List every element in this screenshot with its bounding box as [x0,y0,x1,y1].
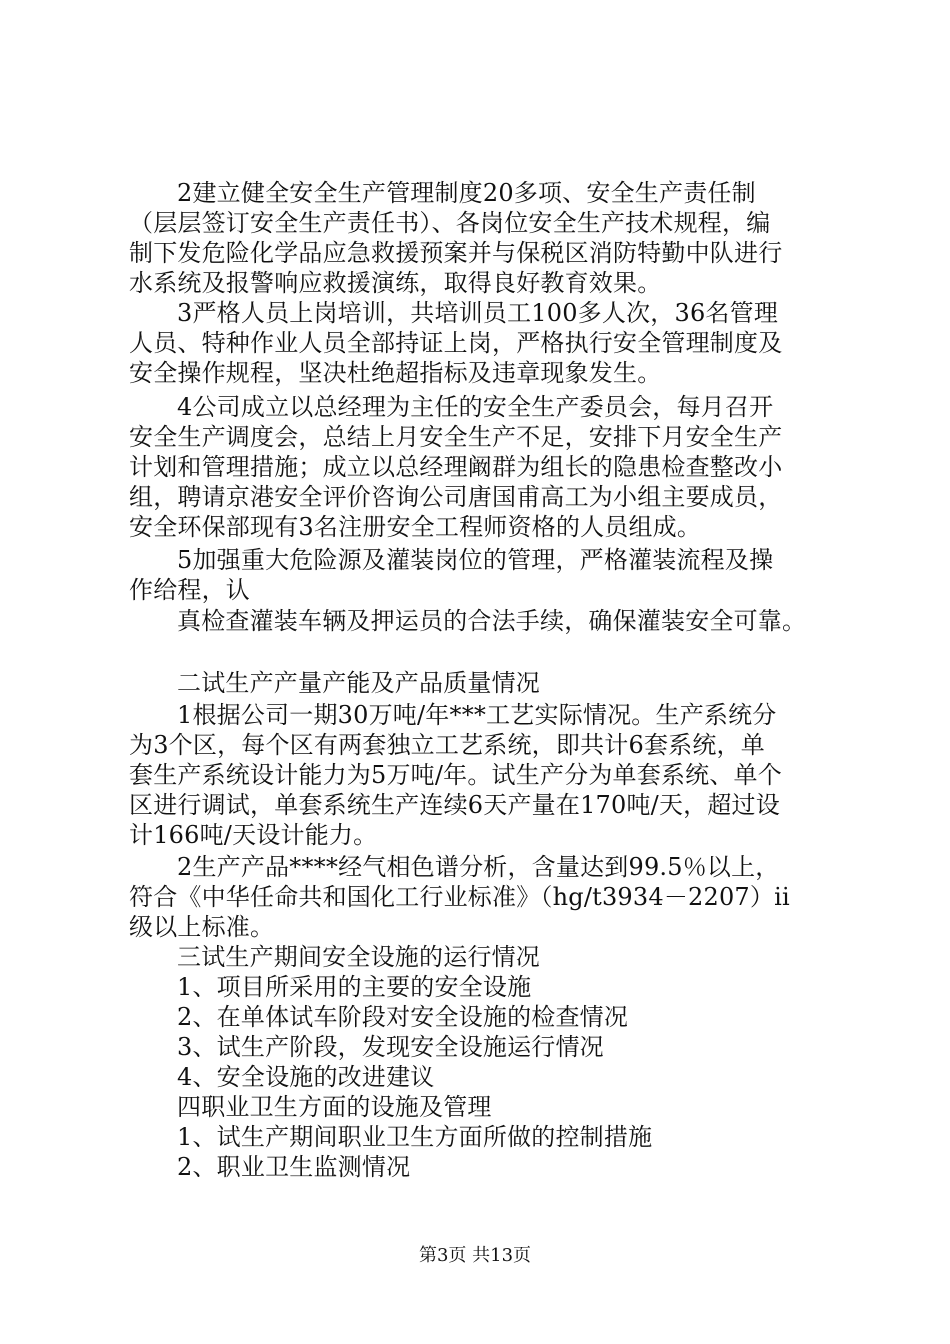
list-item: 2、在单体试车阶段对安全设施的检查情况 [177,1003,629,1031]
list-item: 1、试生产期间职业卫生方面所做的控制措施 [177,1123,653,1151]
paragraph-line: 真检查灌装车辆及押运员的合法手续，确保灌装安全可靠。 [177,607,807,635]
section-heading: 四职业卫生方面的设施及管理 [177,1093,492,1121]
list-item: 4、安全设施的改进建议 [177,1063,435,1091]
paragraph-line: 水系统及报警响应救援演练，取得良好教育效果。 [129,269,662,297]
paragraph-line: 计166吨/天设计能力。 [129,821,378,849]
page-number-footer: 第3页 共13页 [418,1245,532,1266]
paragraph-line: 安全操作规程，坚决杜绝超指标及违章现象发生。 [129,359,662,387]
paragraph-line: 人员、特种作业人员全部持证上岗，严格执行安全管理制度及 [129,329,783,357]
paragraph-line: 作给程，认 [129,576,250,604]
paragraph-line: 制下发危险化学品应急救援预案并与保税区消防特勤中队进行 [129,239,783,267]
paragraph-line: 安全生产调度会，总结上月安全生产不足，安排下月安全生产 [129,423,783,451]
paragraph-line: 符合《中华任命共和国化工行业标准》（hg/t3934－2207）ii [129,883,790,911]
paragraph-line: 3严格人员上岗培训，共培训员工100多人次，36名管理 [177,299,779,327]
paragraph-line: 计划和管理措施；成立以总经理阚群为组长的隐患检查整改小 [129,453,783,481]
paragraph-line: 4公司成立以总经理为主任的安全生产委员会，每月召开 [177,393,774,421]
paragraph-line: 区进行调试，单套系统生产连续6天产量在170吨/天，超过设 [129,791,780,819]
list-item: 3、试生产阶段，发现安全设施运行情况 [177,1033,604,1061]
paragraph-line: 级以上标准。 [129,913,275,941]
paragraph-line: 1根据公司一期30万吨/年***工艺实际情况。生产系统分 [177,701,777,729]
paragraph-line: 2生产产品****经气相色谱分析，含量达到99.5％以上， [177,853,780,881]
paragraph-line: 5加强重大危险源及灌装岗位的管理，严格灌装流程及操 [177,546,774,574]
paragraph-line: 安全环保部现有3名注册安全工程师资格的人员组成。 [129,513,702,541]
list-item: 1、项目所采用的主要的安全设施 [177,973,532,1001]
list-item: 2、职业卫生监测情况 [177,1153,411,1181]
section-heading: 三试生产期间安全设施的运行情况 [177,943,540,971]
paragraph-line: 组，聘请京港安全评价咨询公司唐国甫高工为小组主要成员， [129,483,783,511]
paragraph-line: （层层签订安全生产责任书）、各岗位安全生产技术规程，编 [129,209,771,237]
paragraph-line: 套生产系统设计能力为5万吨/年。试生产分为单套系统、单个 [129,761,782,789]
section-heading: 二试生产产量产能及产品质量情况 [177,669,540,697]
paragraph-line: 2建立健全安全生产管理制度20多项、安全生产责任制 [177,179,756,207]
paragraph-line: 为3个区，每个区有两套独立工艺系统，即共计6套系统，单 [129,731,765,759]
